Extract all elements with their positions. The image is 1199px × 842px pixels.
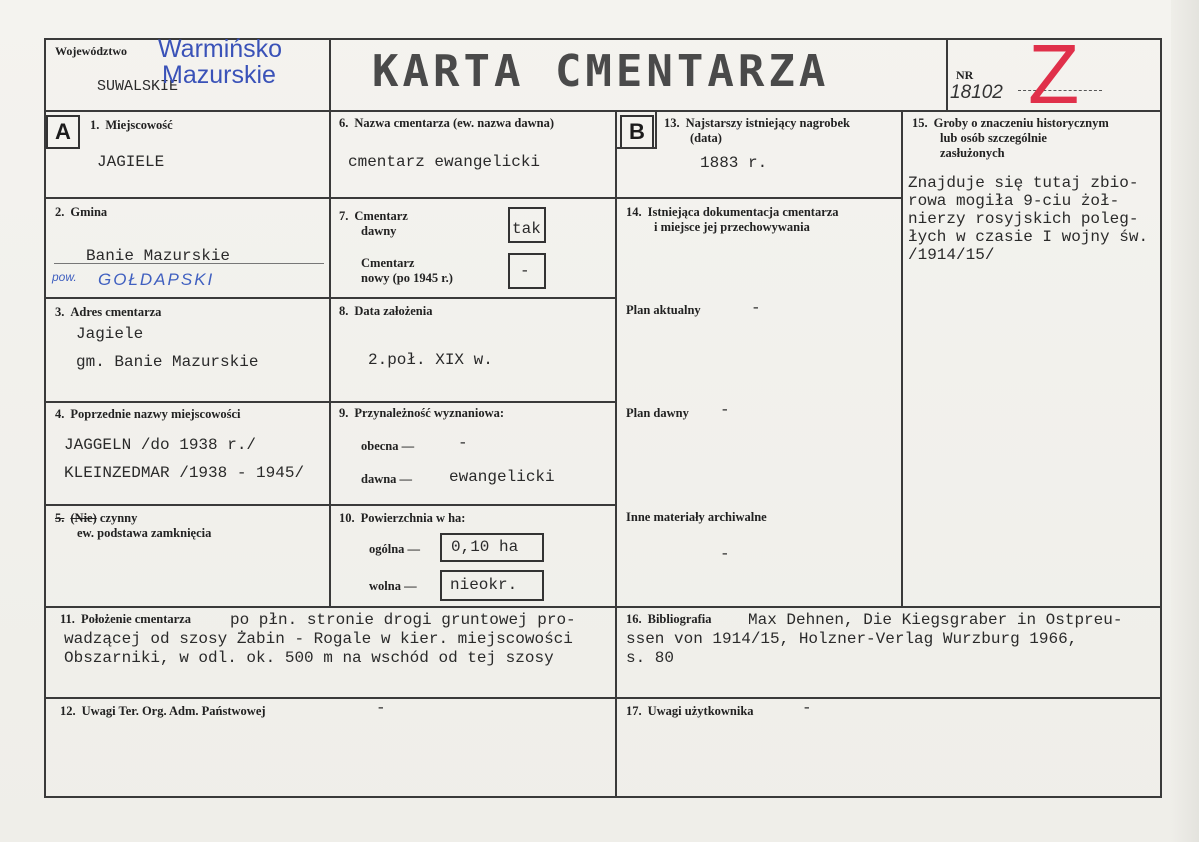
field-7-label: 7. Cmentarz — [339, 209, 408, 223]
field-10-ogolna-value: 0,10 ha — [451, 538, 519, 556]
nr-stamp: Z — [1028, 27, 1080, 121]
field-13-label: 13. Najstarszy istniejący nagrobek (data) — [664, 116, 850, 145]
field-11-value-first: po płn. stronie drogi gruntowej pro- — [230, 611, 576, 629]
card-edge — [1171, 0, 1199, 842]
wojewodztwo-stamp-line1: Warmińsko — [158, 35, 283, 63]
field-12-label: 12. Uwagi Ter. Org. Adm. Państwowej — [60, 704, 266, 718]
field-5-label: 5. (Nie) czynny ew. podstawa zamknięcia — [55, 511, 212, 540]
field-8-label: 8. Data założenia — [339, 304, 433, 318]
tick — [44, 246, 46, 248]
plan-dawny-value: - — [720, 401, 730, 419]
field-3-line1: Jagiele — [76, 325, 144, 343]
plan-aktualny-label: Plan aktualny — [626, 303, 701, 317]
row-divider-2 — [44, 297, 616, 299]
field-4-line2: KLEINZEDMAR /1938 - 1945/ — [64, 464, 305, 482]
section-b-letter: B — [620, 115, 654, 149]
field-6-label: 6. Nazwa cmentarza (ew. nazwa dawna) — [339, 116, 554, 130]
field-7-dawny-value: tak — [512, 220, 541, 238]
field-9-obecna-value: - — [458, 434, 468, 452]
field-17-label: 17. Uwagi użytkownika — [626, 704, 754, 718]
field-11-value-rest: wadzącej od szosy Żabin - Rogale w kier. miejscowości Obszarniki, w odl. ok. 500 m na wschód od tej szosy — [64, 630, 573, 667]
field-9-dawna-value: ewangelicki — [449, 468, 555, 486]
field-10-label: 10. Powierzchnia w ha: — [339, 511, 466, 525]
header-divider-v1 — [329, 38, 331, 110]
frame-right — [1160, 38, 1162, 798]
field-15-value: Znajduje się tutaj zbio- rowa mogiła 9-ciu żoł- nierzy rosyjskich poleg- łych w czasie I wojny św. /1914/15/ — [908, 174, 1149, 264]
frame-left — [44, 38, 46, 798]
col-divider-3 — [901, 110, 903, 606]
plan-dawny-label: Plan dawny — [626, 406, 689, 420]
field-8-value: 2.poł. XIX w. — [368, 351, 493, 369]
field-16-value-rest: ssen von 1914/15, Holzner-Verlag Wurzburg 1966, s. 80 — [626, 630, 1078, 667]
field-2-hand-prefix: pow. — [52, 270, 77, 284]
wojewodztwo-typed: SUWALSKIE — [97, 78, 179, 95]
wojewodztwo-stamp-line2: Mazurskie — [162, 61, 276, 89]
col-divider-2 — [615, 110, 617, 798]
field-12-value: - — [376, 699, 386, 717]
inne-materialy-value: - — [720, 545, 730, 563]
field-10-wolna-value: nieokr. — [450, 576, 518, 594]
field-2-label: 2. Gmina — [55, 205, 108, 219]
col-divider-1 — [329, 110, 331, 606]
field-16-value-first: Max Dehnen, Die Kiegsgraber in Ostpreu- — [748, 611, 1123, 629]
field-11-label: 11. Położenie cmentarza — [60, 612, 191, 626]
field-9-label: 9. Przynależność wyznaniowa: — [339, 406, 505, 420]
row-divider-1 — [44, 197, 616, 199]
row-divider-b1 — [615, 197, 903, 199]
field-4-label: 4. Poprzednie nazwy miejscowości — [55, 407, 241, 421]
plan-aktualny-value: - — [751, 299, 761, 317]
field-13-value: 1883 r. — [700, 154, 768, 172]
field-1-label: 1. Miejscowość — [90, 118, 173, 132]
field-4-line1: JAGGELN /do 1938 r./ — [64, 436, 257, 454]
row-divider-3 — [44, 401, 616, 403]
b-box-side — [655, 110, 657, 148]
field-3-line2: gm. Banie Mazurskie — [76, 353, 259, 371]
nr-value: 18102 — [950, 82, 1003, 103]
field-2-value: Banie Mazurskie — [86, 247, 231, 265]
field-7-nowy-label1: Cmentarz — [361, 256, 415, 270]
nr-label: NR — [956, 68, 974, 82]
field-7-nowy-value: - — [520, 262, 530, 280]
inne-materialy-label: Inne materiały archiwalne — [626, 510, 767, 524]
field-14-label: 14. Istniejąca dokumentacja cmentarza i miejsce jej przechowywania — [626, 205, 839, 234]
field-10-ogolna-label: ogólna — — [369, 542, 421, 556]
row-divider-6 — [44, 697, 1162, 699]
header-divider — [44, 110, 1162, 112]
header-divider-v2 — [946, 38, 948, 110]
field-3-label: 3. Adres cmentarza — [55, 305, 162, 319]
field-17-value: - — [802, 699, 812, 717]
row-divider-4 — [44, 504, 616, 506]
field-1-value: JAGIELE — [97, 153, 165, 171]
row-divider-5 — [44, 606, 1162, 608]
frame-bottom — [44, 796, 1162, 798]
b-box-bottom — [615, 147, 657, 149]
field-9-obecna-label: obecna — — [361, 439, 415, 453]
field-15-label: 15. Groby o znaczeniu historycznym lub osób szczególnie zasłużonych — [912, 116, 1109, 160]
field-9-dawna-label: dawna — — [361, 472, 413, 486]
page-title: KARTA CMENTARZA — [372, 46, 830, 97]
field-10-wolna-label: wolna — — [369, 579, 417, 593]
field-7-nowy-label2: nowy (po 1945 r.) — [361, 271, 453, 285]
field-7-dawny-label: dawny — [361, 224, 397, 238]
section-a-letter: A — [46, 115, 80, 149]
wojewodztwo-label: Województwo — [55, 44, 127, 58]
field-2-hand-value: GOŁDAPSKI — [98, 270, 215, 289]
field-16-label: 16. Bibliografia — [626, 612, 712, 626]
field-6-value: cmentarz ewangelicki — [348, 153, 541, 171]
